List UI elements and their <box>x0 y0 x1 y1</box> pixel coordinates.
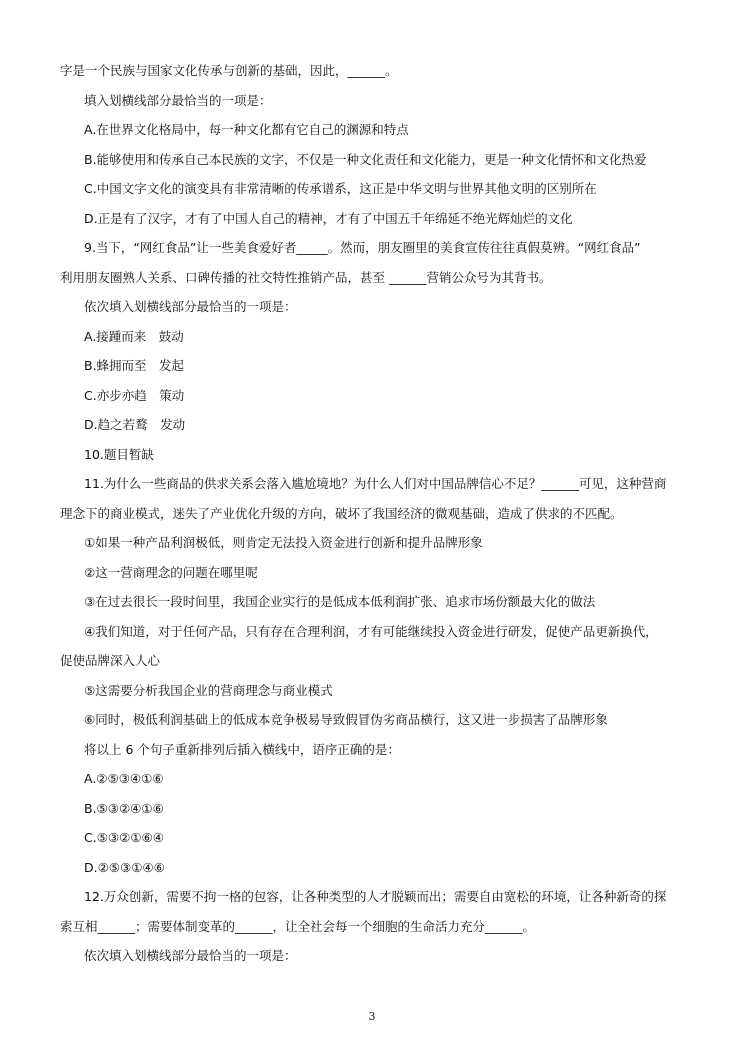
text-line: 9.当下，“网红食品”让一些美食爱好者_____。然而，朋友圈里的美食宣传往往真假莫辨。“网红食品” <box>84 240 641 255</box>
text-line: 将以上 6 个句子重新排列后插入横线中，语序正确的是： <box>84 741 400 757</box>
text-line: 依次填入划横线部分最恰当的一项是： <box>84 299 297 314</box>
document-body <box>60 62 692 977</box>
text-line: C.中国文字文化的演变具有非常清晰的传承谱系，这正是中华文明与世界其他文明的区别所在 <box>84 181 597 196</box>
text-line: 利用朋友圈熟人关系、口碑传播的社交特性推销产品，甚至 ______营销公众号为其背书。 <box>60 269 552 285</box>
text-line: 促使品牌深入人心 <box>60 653 161 668</box>
text-line: 理念下的商业模式，迷失了产业优化升级的方向，破坏了我国经济的微观基础，造成了供求的不匹配。 <box>60 505 623 521</box>
text-line: ③在过去很长一段时间里，我国企业实行的是低成本低利润扩张、追求市场份额最大化的做法 <box>84 594 596 609</box>
text-line: ⑥同时，极低利润基础上的低成本竞争极易导致假冒伪劣商品横行，这又进一步损害了品牌形象 <box>84 712 608 727</box>
text-line: C.亦步亦趋 策动 <box>84 387 185 403</box>
text-line: 11.为什么一些商品的供求关系会落入尴尬境地？为什么人们对中国品牌信心不足？______可见，这种营商 <box>84 476 667 491</box>
text-line: 字是一个民族与国家文化传承与创新的基础，因此，______。 <box>60 63 398 78</box>
text-line: ①如果一种产品利润极低，则肯定无法投入资金进行创新和提升品牌形象 <box>84 535 483 550</box>
text-line: A.在世界文化格局中，每一种文化都有它自己的渊源和特点 <box>84 122 409 137</box>
text-line: 10.题目暂缺 <box>84 446 154 462</box>
text-line: 索互相______；需要体制变革的______，让全社会每一个细胞的生命活力充分______。 <box>60 918 536 934</box>
text-line: 12.万众创新，需要不拘一格的包容，让各种类型的人才脱颖而出；需要自由宽松的环境，让各种新奇的探 <box>84 889 667 904</box>
text-line: B.⑤③②④①⑥ <box>84 800 164 816</box>
text-line: D.正是有了汉字，才有了中国人自己的精神，才有了中国五千年绵延不绝光辉灿烂的文化 <box>84 210 573 226</box>
text-line: 填入划横线部分最恰当的一项是： <box>84 92 272 108</box>
text-line: C.⑤③②①⑥④ <box>84 830 164 845</box>
text-line: A.②⑤③④①⑥ <box>84 771 164 786</box>
text-line: B.蜂拥而至 发起 <box>84 358 185 373</box>
text-line: D.趋之若鹜 发动 <box>84 417 186 432</box>
text-line: ⑤这需要分析我国企业的营商理念与商业模式 <box>84 682 333 698</box>
page-number: 3 <box>368 1010 376 1023</box>
text-line: D.②⑤③①④⑥ <box>84 859 165 875</box>
text-line: B.能够使用和传承自己本民族的文字，不仅是一种文化责任和文化能力，更是一种文化情怀和文化热爱 <box>84 151 647 167</box>
text-line: A.接踵而来 鼓动 <box>84 328 184 344</box>
text-line: 依次填入划横线部分最恰当的一项是： <box>84 948 297 963</box>
text-line: ②这一营商理念的问题在哪里呢 <box>84 564 258 580</box>
text-line: ④我们知道，对于任何产品，只有存在合理利润，才有可能继续投入资金进行研发，促使产品更新换代， <box>84 623 658 639</box>
